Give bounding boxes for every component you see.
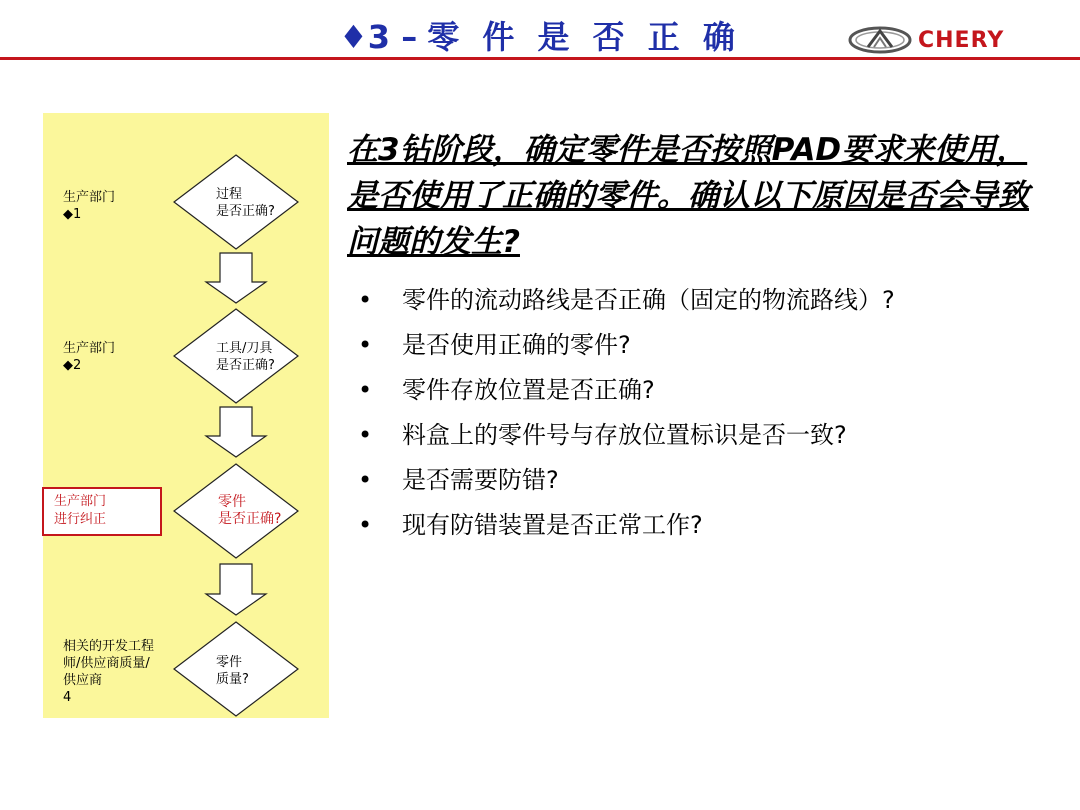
dept-label-4: 相关的开发工程 师/供应商质量/ 供应商 4 (63, 639, 155, 705)
dept-label-3-highlight: 生产部门 进行纠正 (42, 487, 162, 536)
bullet-dot: • (358, 421, 373, 449)
title-text: 零 件 是 否 正 确 (427, 18, 741, 56)
title-prefix: ♦3 – (339, 18, 418, 56)
bullet-item (358, 458, 1058, 503)
header-rule (0, 57, 1080, 60)
dept-label-1: 生产部门 ◆1 (63, 190, 116, 222)
bullet-item (358, 323, 1058, 368)
chery-logo (848, 20, 1004, 60)
bullet-text: 现有防错装置是否正常工作? (402, 511, 703, 539)
decision-label-1: 过程 是否正确? (216, 187, 275, 219)
chery-emblem-icon (848, 25, 912, 55)
bullet-item (358, 413, 1058, 458)
bullet-dot: • (358, 331, 373, 359)
bullet-text: 料盒上的零件号与存放位置标识是否一致? (402, 421, 847, 449)
decision-label-2: 工具/刀具 是否正确? (216, 341, 275, 373)
bullet-dot: • (358, 286, 373, 314)
bullet-item (358, 278, 1058, 323)
decision-label-3: 零件 是否正确? (218, 494, 282, 527)
dept-label-2: 生产部门 ◆2 (63, 341, 116, 373)
flow-arrow-3 (206, 564, 266, 615)
flow-arrow-2 (206, 407, 266, 457)
bullet-item (358, 503, 1058, 548)
bullet-dot: • (358, 466, 373, 494)
decision-label-4: 零件 质量? (216, 655, 249, 687)
bullet-dot: • (358, 376, 373, 404)
bullet-list (358, 278, 1058, 548)
headline: 在3钻阶段，确定零件是否按照PAD要求来使用，是否使用了正确的零件。确认以下原因是否会导致问题的发生? (347, 132, 1029, 260)
bullet-text: 零件的流动路线是否正确（固定的物流路线）? (402, 286, 895, 314)
flow-arrow-1 (206, 253, 266, 303)
bullet-text: 是否需要防错? (402, 466, 559, 494)
logo-text: CHERY (918, 27, 1005, 53)
bullet-text: 零件存放位置是否正确? (402, 376, 655, 404)
bullet-item (358, 368, 1058, 413)
bullet-dot: • (358, 511, 373, 539)
bullet-text: 是否使用正确的零件? (402, 331, 631, 359)
